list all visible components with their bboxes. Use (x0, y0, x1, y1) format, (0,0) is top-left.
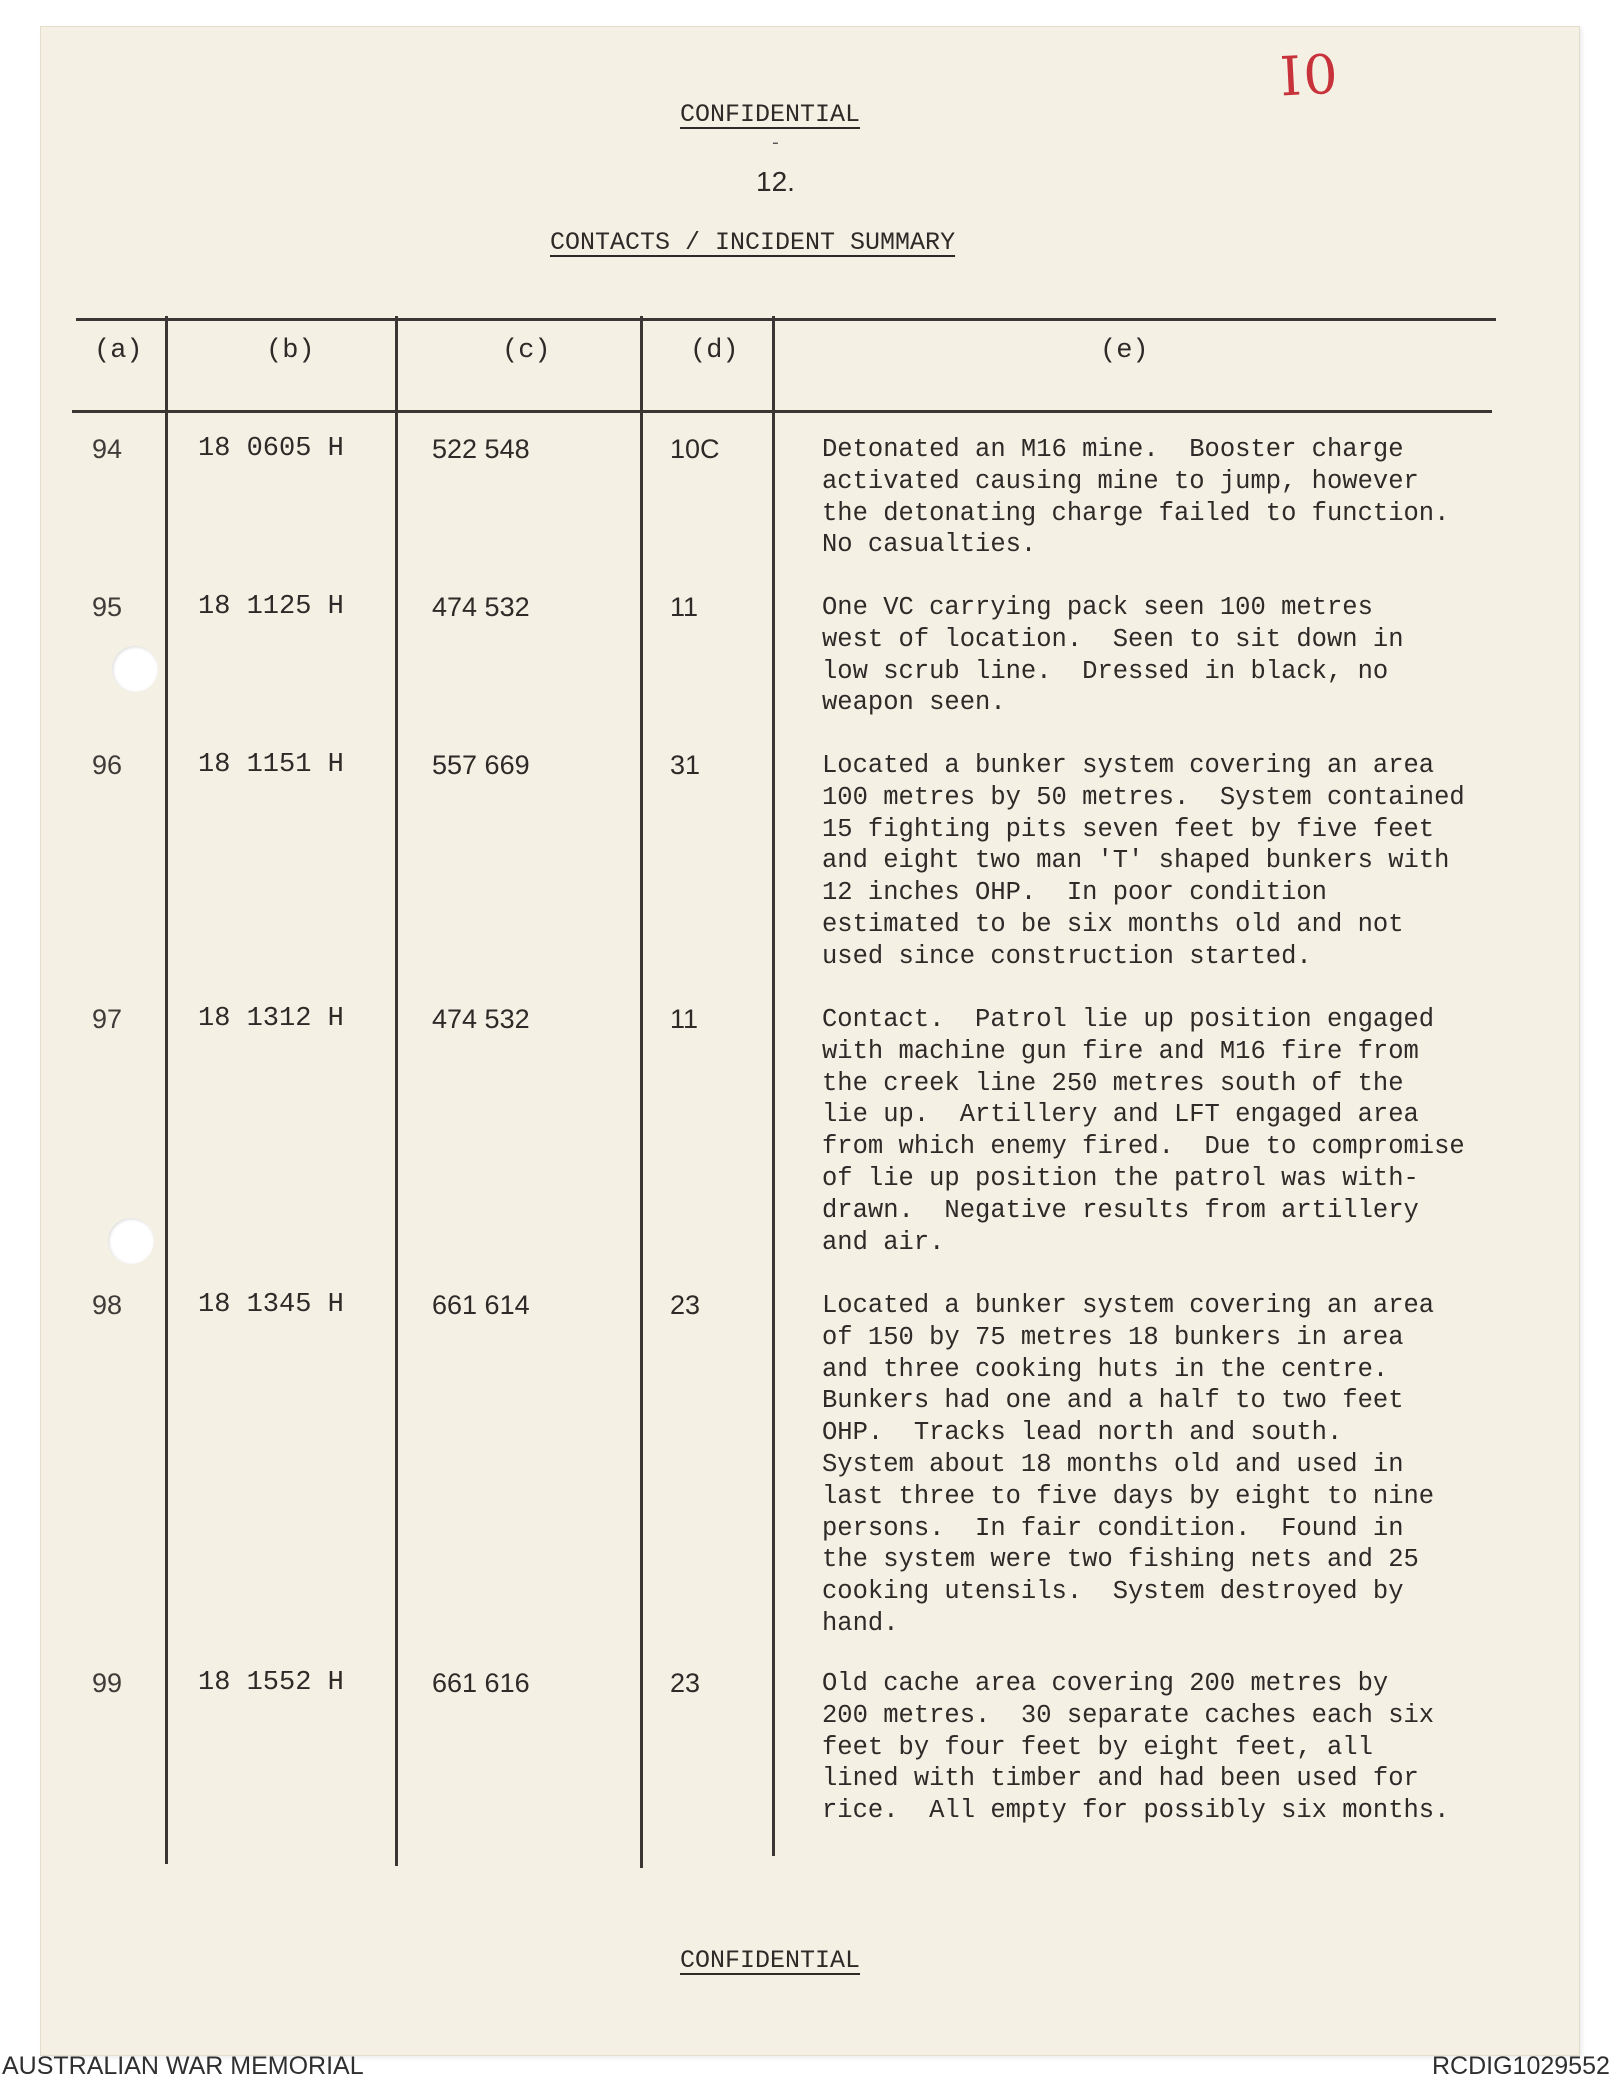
time-cell: 18 1345 H (198, 1290, 344, 1320)
column-header-e: (e) (1100, 336, 1149, 366)
column-header-d: (d) (690, 336, 739, 366)
column-divider (772, 316, 775, 1856)
grid-reference-cell: 661 616 (432, 1668, 530, 1698)
column-divider (640, 316, 643, 1868)
code-cell: 31 (670, 750, 701, 780)
page-mark-tick: - (770, 134, 781, 154)
serial-cell: 97 (92, 1004, 123, 1034)
handwritten-page-mark: I0 (1278, 42, 1342, 109)
serial-cell: 99 (92, 1668, 123, 1698)
code-cell: 11 (670, 1004, 699, 1034)
punch-hole (108, 1218, 154, 1264)
description-cell: Contact. Patrol lie up position engaged with machine gun fire and M16 fire from the creek line 250 metres south of the lie up. Artillery and LFT engaged area from which enemy fired. Due to compromise of lie up position the patrol was with- drawn. Negative results from artillery and air. (822, 1005, 1465, 1257)
grid-reference-cell: 474 532 (432, 592, 530, 622)
column-divider (395, 316, 398, 1866)
time-cell: 18 1151 H (198, 750, 344, 780)
grid-reference-cell: 557 669 (432, 750, 530, 780)
grid-reference-cell: 474 532 (432, 1004, 530, 1034)
serial-cell: 98 (92, 1290, 123, 1320)
archive-credit: AUSTRALIAN WAR MEMORIAL (2, 2052, 364, 2080)
archive-reference: RCDIG1029552 (1432, 2052, 1610, 2080)
time-cell: 18 1552 H (198, 1668, 344, 1698)
classification-footer: CONFIDENTIAL (680, 1946, 861, 1975)
column-header-a: (a) (94, 336, 143, 366)
classification-header: CONFIDENTIAL (680, 100, 861, 129)
serial-cell: 95 (92, 592, 123, 622)
page-number: 12. (756, 166, 795, 197)
column-header-c: (c) (502, 336, 551, 366)
serial-cell: 94 (92, 434, 123, 464)
time-cell: 18 0605 H (198, 434, 344, 464)
serial-cell: 96 (92, 750, 123, 780)
column-header-b: (b) (266, 336, 315, 366)
description-cell: One VC carrying pack seen 100 metres west of location. Seen to sit down in low scrub line. Dressed in black, no weapon seen. (822, 593, 1404, 718)
column-divider (165, 316, 168, 1864)
code-cell: 11 (670, 592, 699, 622)
description-cell: Located a bunker system covering an area of 150 by 75 metres 18 bunkers in area and three cooking huts in the centre. Bunkers had one and a half to two feet OHP. Tracks lead north and south. System about 18 months old and used in last three to five days by eight to nine persons. In fair condition. Found in the system were two fishing nets and 25 cooking utensils. System destroyed by hand. (822, 1291, 1435, 1638)
punch-hole (112, 646, 158, 692)
description-cell: Detonated an M16 mine. Booster charge activated causing mine to jump, however the detonating charge failed to function. No casualties. (822, 435, 1450, 560)
document-title: CONTACTS / INCIDENT SUMMARY (550, 228, 956, 257)
time-cell: 18 1312 H (198, 1004, 344, 1034)
description-cell: Old cache area covering 200 metres by 200 metres. 30 separate caches each six feet by four feet by eight feet, all lined with timber and had been used for rice. All empty for possibly six months. (822, 1669, 1450, 1826)
time-cell: 18 1125 H (198, 592, 344, 622)
table-top-rule (76, 318, 1496, 321)
grid-reference-cell: 661 614 (432, 1290, 530, 1320)
table-header-rule (72, 410, 1492, 413)
code-cell: 10C (670, 434, 720, 464)
grid-reference-cell: 522 548 (432, 434, 530, 464)
description-cell: Located a bunker system covering an area 100 metres by 50 metres. System contained 15 fighting pits seven feet by five feet and eight two man 'T' shaped bunkers with 12 inches OHP. In poor condition estimated to be six months old and not used since construction started. (822, 751, 1465, 971)
code-cell: 23 (670, 1290, 701, 1320)
code-cell: 23 (670, 1668, 701, 1698)
